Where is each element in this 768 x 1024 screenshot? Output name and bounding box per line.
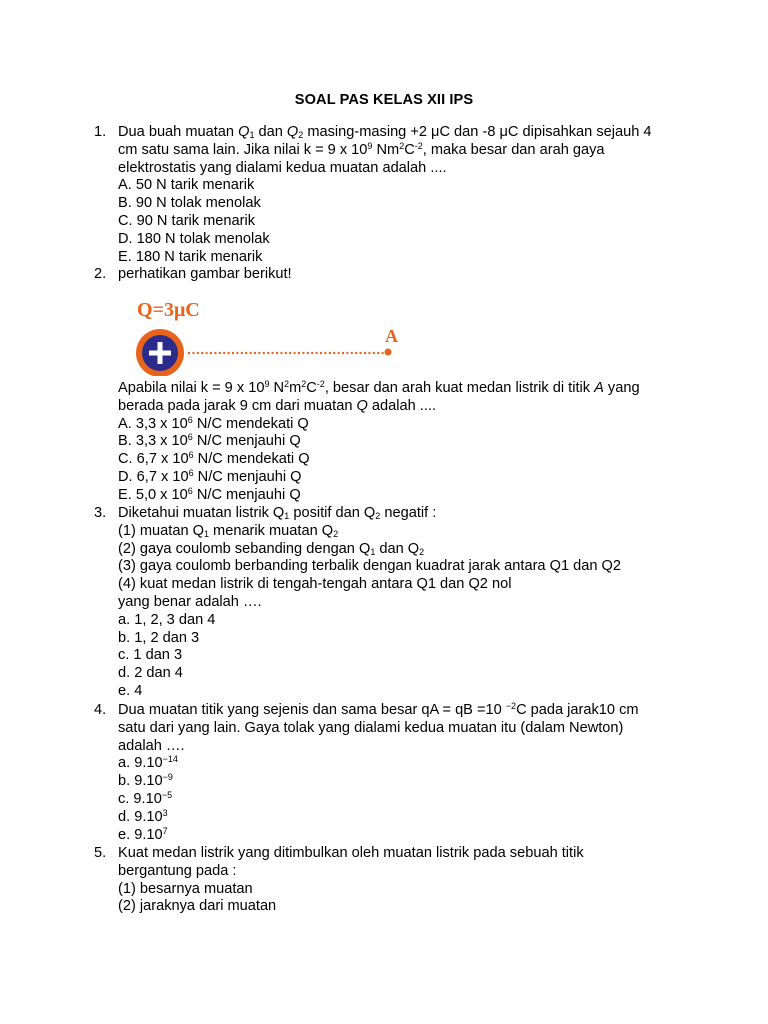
answer-option-c: C. 90 N tarik menarik [118,212,256,229]
question-number: 4. [94,702,107,718]
question-text: berada pada jarak 9 cm dari muatan Q adalah .... [118,397,437,414]
question-2 [94,266,654,284]
statement-1: (1) besarnya muatan [118,880,253,897]
statement-3: (3) gaya coulomb berbanding terbalik dengan kuadrat jarak antara Q1 dan Q2 [118,558,621,575]
question-text: yang benar adalah …. [118,593,262,610]
question-3 [94,505,654,701]
answer-option-c: C. 6,7 x $10^6$ N/C mendekati Q [118,450,310,468]
question-text: perhatikan gambar berikut! [118,266,292,282]
question-text: Dua muatan titik yang sejenis dan sama besar qA = qB =10 $^{-2}$C pada jarak10 cm [118,701,639,718]
point-a-marker [385,349,392,356]
question-text: Apabila nilai k = 9 x $10^9$ $N^2m^2C^{-2}$, besar dan arah kuat medan listrik di titik A yang [118,379,640,396]
question-text: Kuat medan listrik yang ditimbulkan oleh muatan listrik pada sebuah titik [118,845,584,861]
question-2-continued [94,380,654,505]
answer-option-b: b. 1, 2 dan 3 [118,629,200,646]
answer-option-a: a. 1, 2, 3 dan 4 [118,611,216,628]
answer-option-b: B. 3,3 x $10^6$ N/C menjauhi Q [118,432,301,450]
question-number: 2. [94,266,107,282]
charge-diagram [132,296,412,376]
charge-field-figure [132,296,412,376]
question-text: Dua buah muatan $Q_1$ dan $Q_2$ masing-masing +2 μC dan -8 μC dipisahkan sejauh 4 [118,124,652,140]
question-text: adalah …. [118,737,185,754]
plus-vertical-bar [158,342,163,364]
question-5 [94,845,654,916]
answer-option-b: B. 90 N tolak menolak [118,195,261,212]
statement-4: (4) kuat medan listrik di tengah-tengah antara Q1 dan Q2 nol [118,576,512,593]
answer-option-a: a. $9.10^{-14}$ [118,754,178,772]
answer-option-e: E. 180 N tarik menarik [118,248,263,265]
answer-option-b: b. $9.10^{-9}$ [118,772,173,790]
page-title: SOAL PAS KELAS XII IPS [294,92,474,108]
question-number: 3. [94,505,107,521]
question-1 [94,124,654,266]
question-text: elektrostatis yang dialami kedua muatan adalah .... [118,159,447,176]
answer-option-d: D. 180 N tolak menolak [118,230,270,247]
answer-option-e: e. 4 [118,682,143,699]
question-4 [94,702,654,844]
answer-option-d: D. 6,7 x $10^6$ N/C menjauhi Q [118,467,302,485]
answer-option-a: A. 3,3 x $10^6$ N/C mendekati Q [118,414,309,432]
answer-option-d: d. 9.10$^3$ [118,807,168,825]
answer-option-d: d. 2 dan 4 [118,665,183,682]
answer-option-e: E. 5,0 x $10^6$ N/C menjauhi Q [118,485,301,503]
question-text: Diketahui muatan listrik $Q_1$ positif dan $Q_2$ negatif : [118,505,437,521]
question-text: satu dari yang lain. Gaya tolak yang dialami kedua muatan itu (dalam Newton) [118,719,624,736]
point-a-label: A [385,326,398,346]
charge-label: Q=3μC [137,299,200,321]
statement-2: (2) gaya coulomb sebanding dengan $Q_1$ dan $Q_2$ [118,540,425,557]
statement-1: (1) muatan $Q_1$ menarik muatan $Q_2$ [118,522,339,539]
question-number: 1. [94,124,107,140]
question-text: bergantung pada : [118,862,237,879]
statement-2: (2) jaraknya dari muatan [118,898,277,915]
question-text: cm satu sama lain. Jika nilai k = 9 x $10^9$ $Nm^2C^{-2}$, maka besar dan arah gaya [118,140,605,158]
answer-option-c: c. 1 dan 3 [118,647,183,664]
answer-option-e: e. 9.10$^7$ [118,825,168,843]
answer-option-a: A. 50 N tarik menarik [118,177,255,194]
question-number: 5. [94,845,107,861]
answer-option-c: c. $9.10^{-5}$ [118,789,173,807]
